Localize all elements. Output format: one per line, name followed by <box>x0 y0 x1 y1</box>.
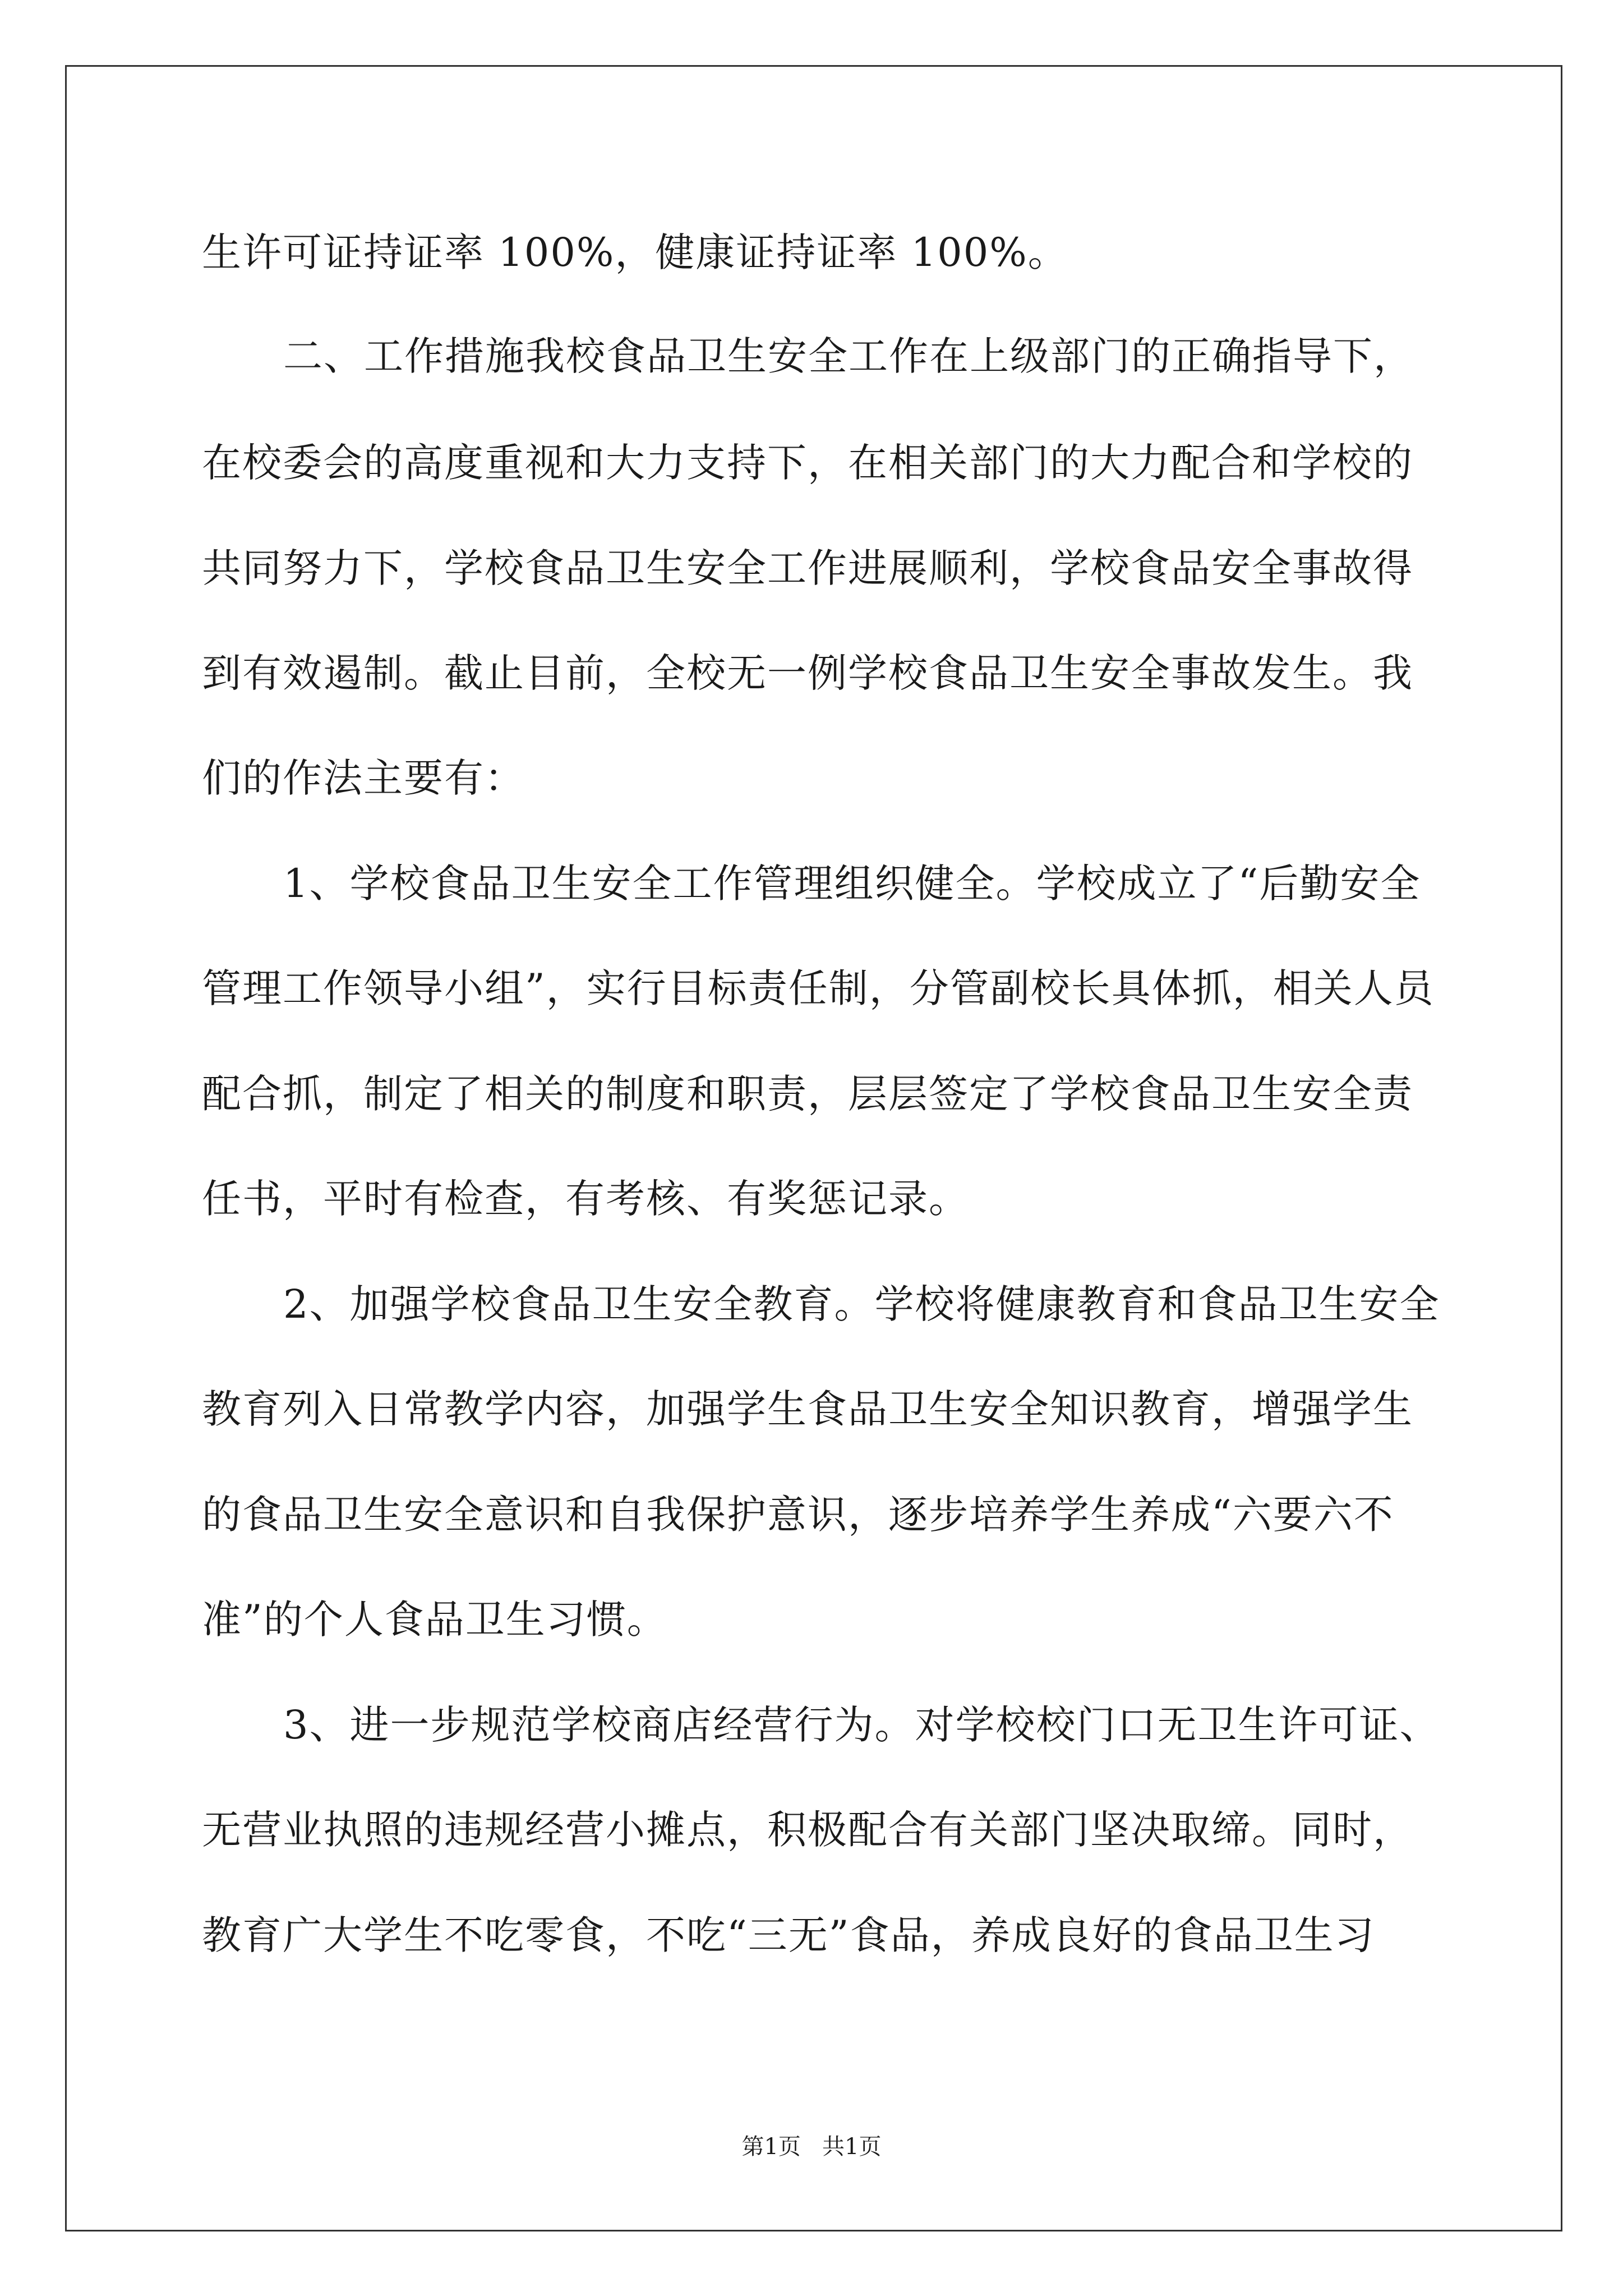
text-line: 1、学校食品卫生安全工作管理组织健全。学校成立了“后勤安全 <box>283 861 1421 907</box>
text-line: 二、工作措施我校食品卫生安全工作在上级部门的正确指导下， <box>283 333 1414 379</box>
text-line: 教育列入日常教学内容，加强学生食品卫生安全知识教育，增强学生 <box>202 1386 1413 1432</box>
page-border <box>65 65 1562 2231</box>
page-footer: 第1页 共1页 <box>741 2134 882 2160</box>
text-line: 到有效遏制。截止目前，全校无一例学校食品卫生安全事故发生。我 <box>202 650 1413 696</box>
text-line: 无营业执照的违规经营小摊点，积极配合有关部门坚决取缔。同时， <box>202 1807 1413 1853</box>
text-line: 生许可证持证率 100%，健康证持证率 100%。 <box>202 229 1068 275</box>
text-line: 准”的个人食品卫生习惯。 <box>202 1596 667 1642</box>
text-line: 的食品卫生安全意识和自我保护意识，逐步培养学生养成“六要六不 <box>202 1492 1394 1538</box>
text-line: 管理工作领导小组”，实行目标责任制，分管副校长具体抓，相关人员 <box>202 965 1435 1011</box>
text-line: 在校委会的高度重视和大力支持下，在相关部门的大力配合和学校的 <box>202 440 1413 486</box>
text-line: 配合抓，制定了相关的制度和职责，层层签定了学校食品卫生安全责 <box>202 1071 1413 1117</box>
text-line: 3、进一步规范学校商店经营行为。对学校校门口无卫生许可证、 <box>283 1702 1440 1748</box>
text-line: 教育广大学生不吃零食，不吃“三无”食品，养成良好的食品卫生习 <box>202 1912 1375 1958</box>
text-line: 共同努力下，学校食品卫生安全工作进展顺利，学校食品安全事故得 <box>202 545 1413 591</box>
text-line: 们的作法主要有： <box>202 755 525 801</box>
text-line: 任书，平时有检查，有考核、有奖惩记录。 <box>202 1176 969 1222</box>
text-line: 2、加强学校食品卫生安全教育。学校将健康教育和食品卫生安全 <box>283 1281 1440 1327</box>
